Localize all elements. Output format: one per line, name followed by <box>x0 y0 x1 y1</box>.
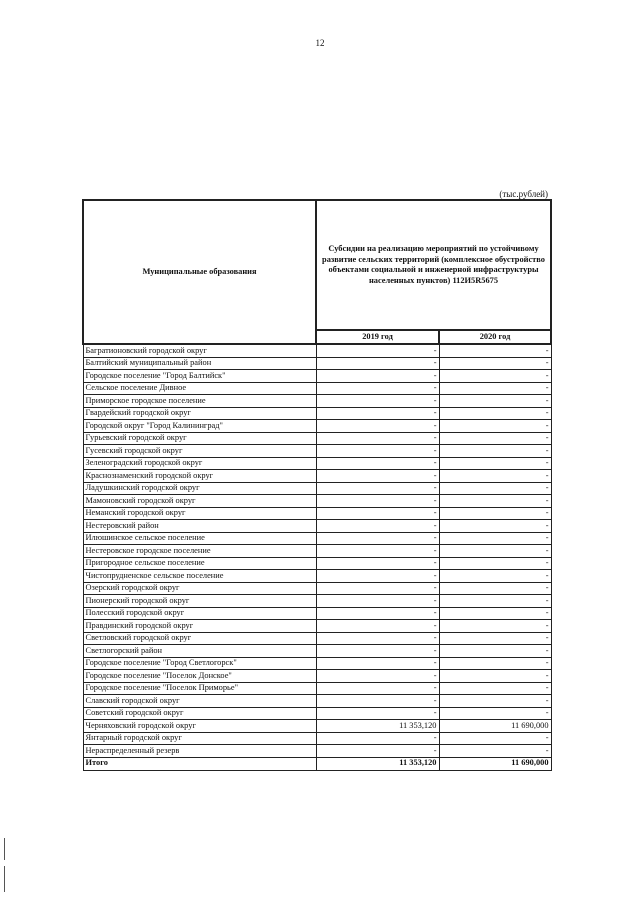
row-name: Городское поселение "Город Балтийск" <box>83 370 316 383</box>
row-name: Гурьевский городской округ <box>83 432 316 445</box>
header-year-2020: 2020 год <box>439 330 551 344</box>
row-name: Неманский городской округ <box>83 507 316 520</box>
row-value-2020: - <box>439 745 551 758</box>
row-name: Зеленоградский городской округ <box>83 457 316 470</box>
total-2020: 11 690,000 <box>439 757 551 770</box>
table-row <box>83 732 551 745</box>
header-subsidy: Субсидии на реализацию мероприятий по устойчивому развитие сельских территорий (комплексное обустройство объектами социальной и инженерной инфраструктуры населенных пунктов) 112И5R5675 <box>316 200 551 330</box>
row-value-2020: - <box>439 707 551 720</box>
row-value-2020: - <box>439 445 551 458</box>
row-value-2019: - <box>316 595 439 608</box>
table-row <box>83 370 551 383</box>
row-name: Нераспределенный резерв <box>83 745 316 758</box>
row-name: Янтарный городской округ <box>83 732 316 745</box>
total-row <box>83 757 551 770</box>
row-value-2019: - <box>316 695 439 708</box>
table-row <box>83 670 551 683</box>
table-row <box>83 632 551 645</box>
header-municipalities: Муниципальные образования <box>83 200 316 344</box>
row-value-2020: - <box>439 507 551 520</box>
row-name: Багратионовский городской округ <box>83 344 316 357</box>
table-row <box>83 695 551 708</box>
table-body <box>83 344 551 757</box>
row-value-2019: - <box>316 370 439 383</box>
row-value-2020: - <box>439 532 551 545</box>
table-row <box>83 720 551 733</box>
table-row <box>83 470 551 483</box>
row-value-2020: - <box>439 695 551 708</box>
table-row <box>83 507 551 520</box>
row-value-2019: - <box>316 620 439 633</box>
table-row <box>83 645 551 658</box>
table-row <box>83 395 551 408</box>
row-value-2020: - <box>439 620 551 633</box>
row-value-2020: - <box>439 545 551 558</box>
row-value-2020: - <box>439 495 551 508</box>
header-year-2019: 2019 год <box>316 330 439 344</box>
row-name: Правдинский городской округ <box>83 620 316 633</box>
total-2019: 11 353,120 <box>316 757 439 770</box>
row-name: Светловский городской округ <box>83 632 316 645</box>
table-row <box>83 620 551 633</box>
row-name: Мамоновский городской округ <box>83 495 316 508</box>
table-row <box>83 657 551 670</box>
table-row <box>83 557 551 570</box>
row-value-2019: - <box>316 545 439 558</box>
row-name: Городской округ "Город Калининград" <box>83 420 316 433</box>
table-row <box>83 745 551 758</box>
row-name: Гусевский городской округ <box>83 445 316 458</box>
row-value-2020: - <box>439 645 551 658</box>
row-value-2020: - <box>439 582 551 595</box>
row-value-2019: - <box>316 495 439 508</box>
table-row <box>83 432 551 445</box>
row-name: Городское поселение "Поселок Донское" <box>83 670 316 683</box>
row-value-2019: - <box>316 532 439 545</box>
row-value-2020: - <box>439 395 551 408</box>
row-name: Нестеровское городское поселение <box>83 545 316 558</box>
row-value-2020: - <box>439 457 551 470</box>
row-value-2019: 11 353,120 <box>316 720 439 733</box>
row-value-2019: - <box>316 745 439 758</box>
row-value-2019: - <box>316 432 439 445</box>
table-row <box>83 707 551 720</box>
row-value-2020: - <box>439 520 551 533</box>
row-value-2019: - <box>316 707 439 720</box>
row-name: Нестеровский район <box>83 520 316 533</box>
table-row <box>83 582 551 595</box>
table-row <box>83 607 551 620</box>
row-value-2019: - <box>316 507 439 520</box>
row-value-2019: - <box>316 420 439 433</box>
table-row <box>83 495 551 508</box>
table-row <box>83 545 551 558</box>
row-value-2020: - <box>439 670 551 683</box>
table-row <box>83 407 551 420</box>
row-value-2020: - <box>439 682 551 695</box>
table-row <box>83 344 551 357</box>
scan-edge-mark <box>4 838 5 860</box>
row-value-2020: - <box>439 357 551 370</box>
row-value-2019: - <box>316 657 439 670</box>
header-row <box>83 200 551 330</box>
row-value-2020: - <box>439 607 551 620</box>
row-value-2020: - <box>439 482 551 495</box>
page-number: 12 <box>315 38 325 48</box>
row-value-2020: - <box>439 657 551 670</box>
row-name: Сельское поселение Дивное <box>83 382 316 395</box>
row-name: Приморское городское поселение <box>83 395 316 408</box>
row-name: Городское поселение "Поселок Приморье" <box>83 682 316 695</box>
row-name: Озерский городской округ <box>83 582 316 595</box>
row-name: Черняховский городской округ <box>83 720 316 733</box>
row-value-2019: - <box>316 344 439 357</box>
row-value-2020: - <box>439 382 551 395</box>
row-value-2019: - <box>316 407 439 420</box>
row-value-2020: - <box>439 570 551 583</box>
row-value-2019: - <box>316 682 439 695</box>
row-name: Балтийский муниципальный район <box>83 357 316 370</box>
table-row <box>83 357 551 370</box>
row-value-2020: - <box>439 470 551 483</box>
row-name: Краснознаменский городской округ <box>83 470 316 483</box>
total-label: Итого <box>83 757 316 770</box>
scan-edge-mark <box>4 866 5 892</box>
row-value-2019: - <box>316 557 439 570</box>
row-value-2020: - <box>439 595 551 608</box>
row-value-2019: - <box>316 670 439 683</box>
row-value-2020: - <box>439 344 551 357</box>
row-value-2020: - <box>439 432 551 445</box>
row-value-2019: - <box>316 457 439 470</box>
row-value-2019: - <box>316 520 439 533</box>
row-value-2020: - <box>439 370 551 383</box>
row-name: Ладушкинский городской округ <box>83 482 316 495</box>
row-name: Советский городской округ <box>83 707 316 720</box>
row-name: Пионерский городской округ <box>83 595 316 608</box>
row-value-2019: - <box>316 732 439 745</box>
units-label: (тыс.рублей) <box>499 189 548 199</box>
table-row <box>83 570 551 583</box>
row-name: Светлогорский район <box>83 645 316 658</box>
row-name: Илюшинское сельское поселение <box>83 532 316 545</box>
row-name: Славский городской округ <box>83 695 316 708</box>
row-value-2019: - <box>316 632 439 645</box>
row-value-2019: - <box>316 645 439 658</box>
row-value-2019: - <box>316 445 439 458</box>
row-name: Полесский городской округ <box>83 607 316 620</box>
table-row <box>83 420 551 433</box>
row-name: Гвардейский городской округ <box>83 407 316 420</box>
row-value-2019: - <box>316 482 439 495</box>
row-value-2020: 11 690,000 <box>439 720 551 733</box>
row-value-2019: - <box>316 570 439 583</box>
table-row <box>83 520 551 533</box>
table-row <box>83 445 551 458</box>
row-value-2019: - <box>316 357 439 370</box>
row-value-2020: - <box>439 420 551 433</box>
table-row <box>83 482 551 495</box>
table-row <box>83 457 551 470</box>
row-value-2020: - <box>439 632 551 645</box>
row-value-2019: - <box>316 395 439 408</box>
table-row <box>83 382 551 395</box>
row-value-2019: - <box>316 582 439 595</box>
row-value-2019: - <box>316 607 439 620</box>
row-name: Пригородное сельское поселение <box>83 557 316 570</box>
row-value-2020: - <box>439 407 551 420</box>
row-name: Городское поселение "Город Светлогорск" <box>83 657 316 670</box>
table-row <box>83 682 551 695</box>
table-row <box>83 532 551 545</box>
table-row <box>83 595 551 608</box>
subsidy-table <box>82 199 552 771</box>
row-value-2019: - <box>316 382 439 395</box>
row-name: Чистопрудненское сельское поселение <box>83 570 316 583</box>
row-value-2020: - <box>439 732 551 745</box>
row-value-2019: - <box>316 470 439 483</box>
row-value-2020: - <box>439 557 551 570</box>
